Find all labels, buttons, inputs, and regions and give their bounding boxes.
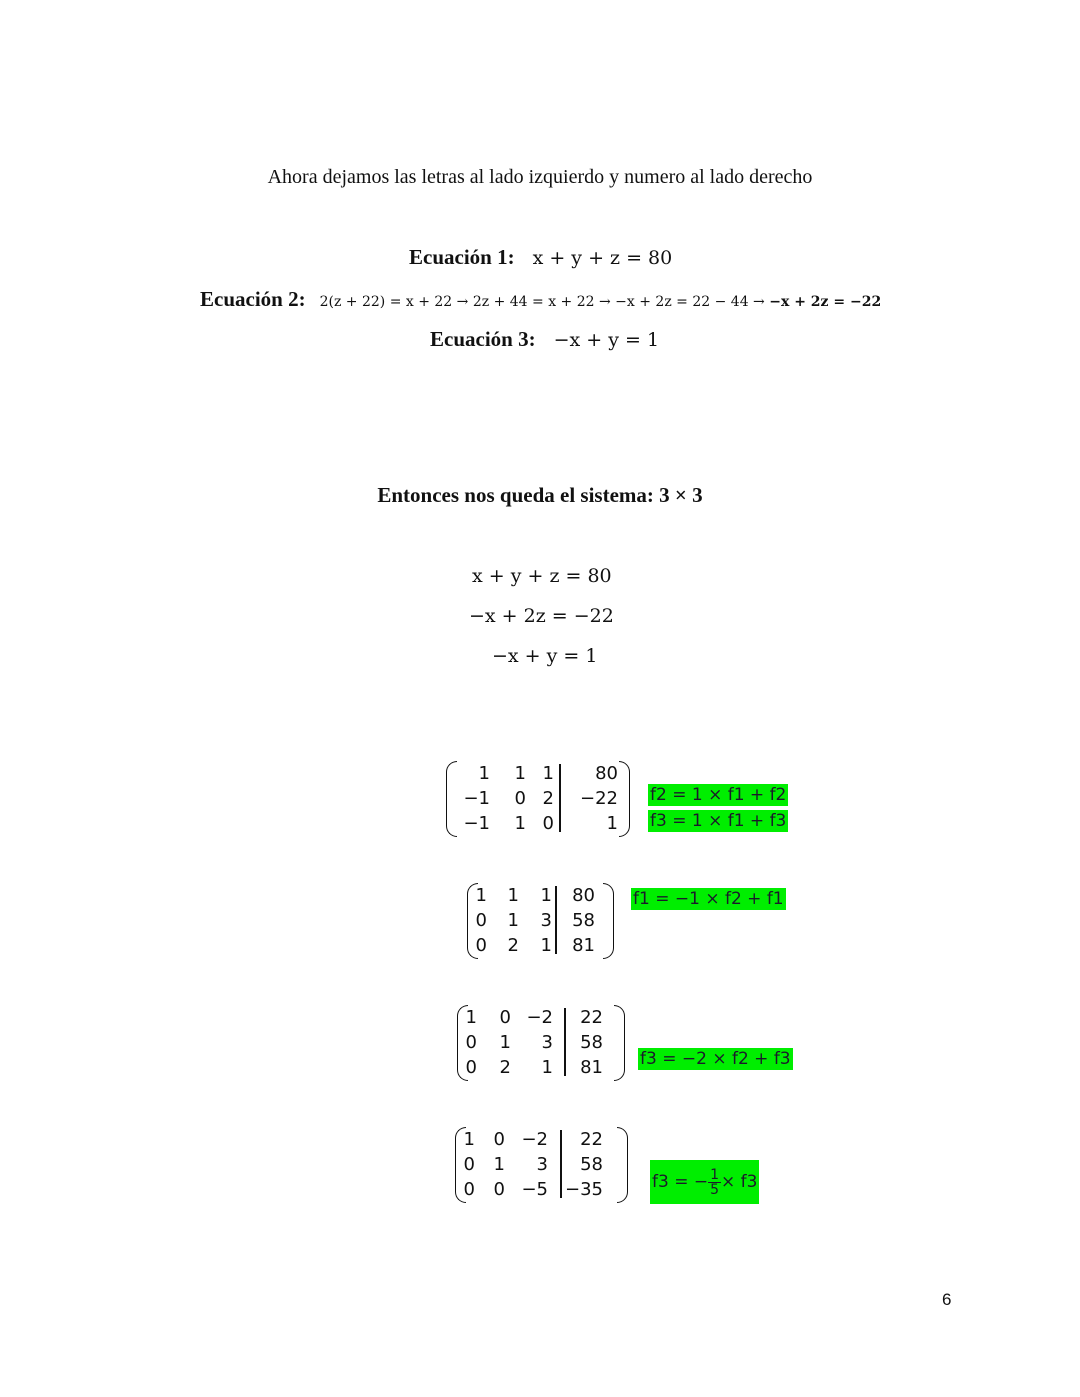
note-prefix: f3 = − (652, 1172, 709, 1192)
intro-paragraph: Ahora dejamos las letras al lado izquierdo y numero al lado derecho (267, 166, 813, 188)
equation-3-label: Ecuación 3: (430, 327, 536, 351)
matrix-cell: 0 (465, 1032, 477, 1053)
matrix-cell: 0 (493, 1179, 505, 1200)
matrix-cell: 80 (572, 885, 595, 906)
matrix-cell: 81 (580, 1057, 603, 1078)
matrix-cell: 80 (595, 763, 618, 784)
matrix-cell: 2 (507, 935, 519, 956)
right-paren (603, 883, 614, 959)
matrix-cell: 0 (493, 1129, 505, 1150)
equation-2 (200, 287, 881, 312)
matrix-cell: 1 (541, 1057, 553, 1078)
matrix-cell: 22 (580, 1129, 603, 1150)
augment-divider (564, 1008, 566, 1076)
matrix-cell: 22 (580, 1007, 603, 1028)
matrix-cell: 1 (478, 763, 490, 784)
row-operation-note: f2 = 1 × f1 + f2 (650, 785, 787, 805)
matrix-cell: 1 (514, 763, 526, 784)
matrix-cell: −1 (463, 788, 490, 809)
equation-1 (409, 245, 672, 270)
matrix-cell: 2 (542, 788, 554, 809)
matrix-cell: −22 (580, 788, 618, 809)
matrix-cell: 58 (572, 910, 595, 931)
matrix-cell: −1 (463, 813, 490, 834)
matrix-cell: 2 (499, 1057, 511, 1078)
fraction-numerator: 1 (710, 1166, 720, 1183)
row-operation-note: f1 = −1 × f2 + f1 (633, 889, 784, 909)
matrix-cell: 3 (536, 1154, 548, 1175)
matrix-cell: −35 (565, 1179, 603, 1200)
matrix-cell: 0 (463, 1179, 475, 1200)
matrix-cell: −5 (521, 1179, 548, 1200)
matrix-cell: 1 (463, 1129, 475, 1150)
matrix-cell: 1 (499, 1032, 511, 1053)
matrix-cell: 1 (475, 885, 487, 906)
matrix-cell: 1 (507, 885, 519, 906)
matrix-cell: 0 (475, 935, 487, 956)
augmented-matrix-1 (446, 761, 630, 837)
matrix-cell: 0 (542, 813, 554, 834)
matrix-cell: 1 (606, 813, 618, 834)
matrix-cell: −2 (526, 1007, 553, 1028)
augment-divider (560, 1130, 562, 1198)
system-line-1: x + y + z = 80 (472, 565, 612, 587)
matrix-3-grid (461, 1005, 603, 1080)
matrix-cell: 0 (475, 910, 487, 931)
equation-3 (430, 327, 659, 352)
matrix-cell: 1 (514, 813, 526, 834)
equation-1-label: Ecuación 1: (409, 245, 515, 269)
matrix-cell: 3 (541, 1032, 553, 1053)
right-paren (614, 1005, 625, 1081)
matrix-cell: 81 (572, 935, 595, 956)
matrix-cell: 1 (542, 763, 554, 784)
augment-divider (555, 886, 557, 954)
matrix-2-grid (471, 883, 595, 958)
system-line-3: −x + y = 1 (492, 645, 598, 667)
page-number: 6 (942, 1290, 952, 1309)
matrix-cell: 58 (580, 1154, 603, 1175)
fraction-denominator: 5 (710, 1181, 720, 1198)
equation-3-expr: −x + y = 1 (553, 329, 660, 351)
matrix-cell: 0 (499, 1007, 511, 1028)
system-line-2: −x + 2z = −22 (469, 605, 614, 627)
matrix-cell: 0 (465, 1057, 477, 1078)
augmented-matrix-3 (457, 1005, 625, 1081)
augment-divider (559, 764, 561, 832)
system-title: Entonces nos queda el sistema: 3 × 3 (377, 483, 703, 507)
right-paren (619, 761, 630, 837)
equation-2-result: −x + 2z = −22 (769, 294, 882, 310)
matrix-cell: 1 (465, 1007, 477, 1028)
matrix-cell: 1 (540, 935, 552, 956)
note-suffix: × f3 (721, 1172, 758, 1192)
equation-1-expr: x + y + z = 80 (532, 247, 673, 269)
matrix-cell: 1 (493, 1154, 505, 1175)
equation-2-expr: 2(z + 22) = x + 22 → 2z + 44 = x + 22 → −x + 2z = 22 − 44 → (319, 294, 770, 310)
augmented-matrix-2 (467, 883, 614, 959)
matrix-1-grid (454, 761, 618, 836)
row-operation-note: f3 = −2 × f2 + f3 (640, 1049, 791, 1069)
equation-2-label: Ecuación 2: (200, 287, 306, 311)
row-operation-note-fraction (650, 1160, 759, 1204)
matrix-cell: 3 (540, 910, 552, 931)
matrix-cell: 0 (463, 1154, 475, 1175)
augmented-matrix-4 (455, 1127, 628, 1203)
fraction (708, 1168, 721, 1197)
right-paren (617, 1127, 628, 1203)
matrix-cell: 58 (580, 1032, 603, 1053)
matrix-4-grid (459, 1127, 603, 1202)
matrix-cell: 0 (514, 788, 526, 809)
matrix-cell: −2 (521, 1129, 548, 1150)
matrix-cell: 1 (507, 910, 519, 931)
matrix-cell: 1 (540, 885, 552, 906)
row-operation-note: f3 = 1 × f1 + f3 (650, 811, 787, 831)
